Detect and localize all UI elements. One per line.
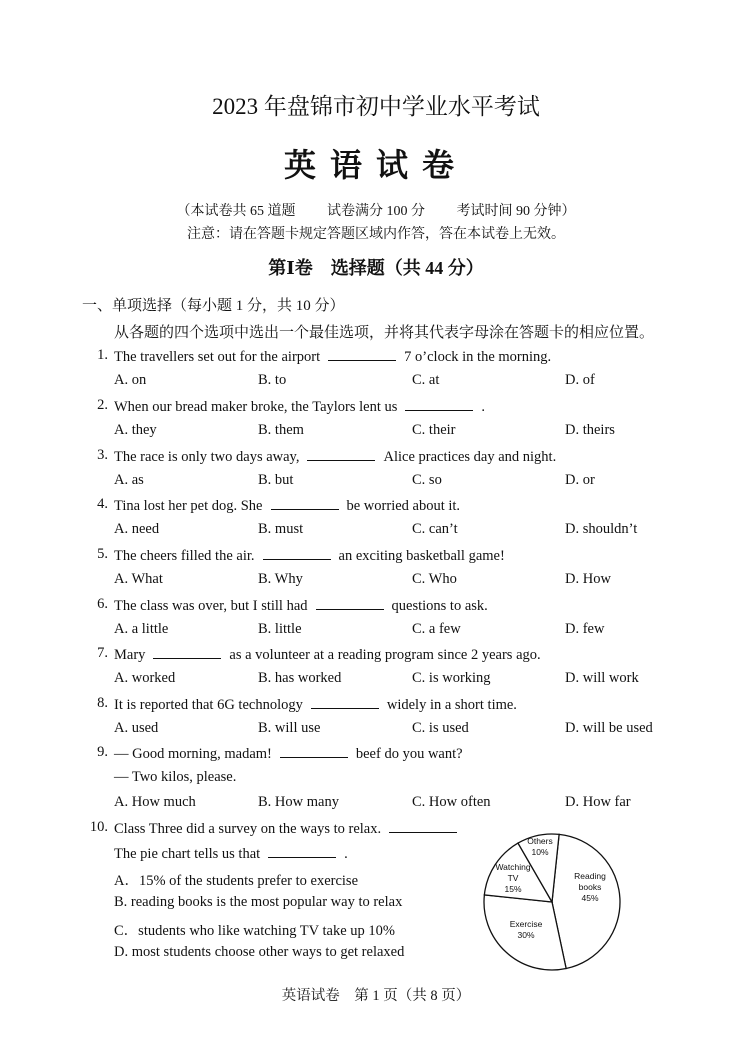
option-D: D. of [565,372,595,388]
full-score: 试卷满分 100 分 [327,204,425,219]
option-B: B. but [258,472,294,488]
stem-text: . [344,846,348,862]
answer-blank [280,744,348,758]
part-title: 第Ⅰ卷 选择题（共 44 分） [268,258,484,278]
stem-text: Alice practices day and night. [383,449,557,465]
option-B: B. to [258,372,287,388]
option-D: D. will be used [565,720,653,736]
answer-blank [271,496,339,510]
stem-text: questions to ask. [391,598,488,614]
option-D: D. shouldn’t [565,521,638,537]
option-D: D. or [565,472,595,488]
stem-text: be worried about it. [346,498,461,514]
option-C: C. is used [412,720,469,736]
pie-label: 15% [504,884,522,894]
pie-label: Exercise [509,919,543,929]
answer-blank [405,397,473,411]
option-B: B. How many [258,794,339,810]
stem-text: It is reported that 6G technology [114,697,303,713]
option-A: A. they [114,422,157,438]
pie-label: 45% [581,893,599,903]
pie-label: Others [527,836,553,846]
exam-title: 2023 年盘锦市初中学业水平考试 [212,94,540,119]
stem-text: 7 o’clock in the morning. [404,349,552,365]
answer-blank [263,546,331,560]
option-B: B. Why [258,571,303,587]
option-D: D. few [565,621,605,637]
question-stem [114,819,465,838]
question-number: 8. [97,695,108,711]
section-instruction: 从各题的四个选项中选出一个最佳选项，并将其代表字母涂在答题卡的相应位置。 [114,325,655,341]
option-D: D. theirs [565,422,615,438]
option-D: D. most students choose other ways to get relaxed [114,944,405,960]
subject-title: 英语试卷 [283,146,468,184]
stem-text: Class Three did a survey on the ways to relax. [114,821,382,837]
option-C: C. their [412,422,456,438]
option-C: C. can’t [412,521,458,537]
option-B: B. has worked [258,670,342,686]
option-B: B. reading books is the most popular way to relax [114,894,403,910]
question-number: 10. [89,819,108,835]
answer-blank [153,645,221,659]
stem-text: Tina lost her pet dog. She [114,498,263,514]
question-number: 5. [97,546,108,562]
option-A: A. What [114,571,163,587]
option-D: D. How far [565,794,631,810]
option-D: D. How [565,571,611,587]
option-C: C. so [412,472,442,488]
page-footer: 英语试卷 第 1 页（共 8 页） [281,988,471,1004]
stem-text: The travellers set out for the airport [114,349,321,365]
question-stem [114,546,505,565]
question-stem [114,744,463,763]
question-number: 6. [97,596,108,612]
option-B: B. must [258,521,304,537]
stem-text: beef do you want? [355,746,463,762]
stem-text: The class was over, but I still had [114,598,308,614]
question-number: 7. [97,645,108,661]
stem-text: an exciting basketball game! [338,548,505,564]
option-B: B. them [258,422,304,438]
answer-blank [316,596,384,610]
question-stem [114,347,551,366]
question-stem-line [114,844,348,863]
question-stem [114,447,556,466]
stem-text: . [481,399,486,415]
option-A: A. a little [114,621,169,637]
answer-blank [307,447,375,461]
pie-label: Watching [495,862,531,872]
stem-text: — Good morning, madam! [114,746,272,762]
answer-blank [389,819,457,833]
question-stem [114,596,488,615]
pie-label: 10% [531,847,549,857]
option-C: C. at [412,372,440,388]
answer-blank [328,347,396,361]
stem-text: widely in a short time. [386,697,517,713]
option-A: A. How much [114,794,196,810]
stem-text: The cheers filled the air. [114,548,255,564]
section-title: 一、单项选择（每小题 1 分，共 10 分） [82,298,345,314]
option-B: B. will use [258,720,321,736]
option-A: A. need [114,521,160,537]
answer-blank [268,844,336,858]
question-number: 3. [97,447,108,463]
option-C: C. a few [412,621,461,637]
question-number: 2. [97,397,108,413]
question-stem [114,645,541,664]
pie-label: 30% [517,930,535,940]
question-stem [114,397,485,416]
stem-text: When our bread maker broke, the Taylors lent us [114,399,398,415]
stem-text: The race is only two days away, [114,449,300,465]
stem-text: Mary [114,647,146,663]
option-C: C．students who like watching TV take up 10% [114,923,395,939]
option-A: A. worked [114,670,176,686]
option-A: A. on [114,372,147,388]
question-number: 9. [97,744,108,760]
option-A: A. used [114,720,159,736]
notice: 注意：请在答题卡规定答题区域内作答，答在本试卷上无效。 [187,227,565,242]
option-B: B. little [258,621,302,637]
stem-text: as a volunteer at a reading program since 2 years ago. [229,647,541,663]
pie-label: books [578,882,602,892]
option-C: C. is working [412,670,491,686]
question-number: 1. [97,347,108,363]
question-count: （本试卷共 65 道题 [176,204,296,219]
option-D: D. will work [565,670,639,686]
option-C: C. How often [412,794,491,810]
pie-label: TV [507,873,519,883]
question-stem [114,695,517,714]
dialogue-line: — Two kilos, please. [114,769,237,785]
stem-text: The pie chart tells us that [114,846,261,862]
exam-time: 考试时间 90 分钟） [456,204,576,219]
pie-label: Reading [574,871,606,881]
exam-info [0,200,752,220]
option-A: A. as [114,472,144,488]
option-A: A．15% of the students prefer to exercise [114,873,359,889]
question-stem [114,496,460,515]
option-C: C. Who [412,571,457,587]
pie-chart [480,832,640,974]
question-number: 4. [97,496,108,512]
answer-blank [311,695,379,709]
